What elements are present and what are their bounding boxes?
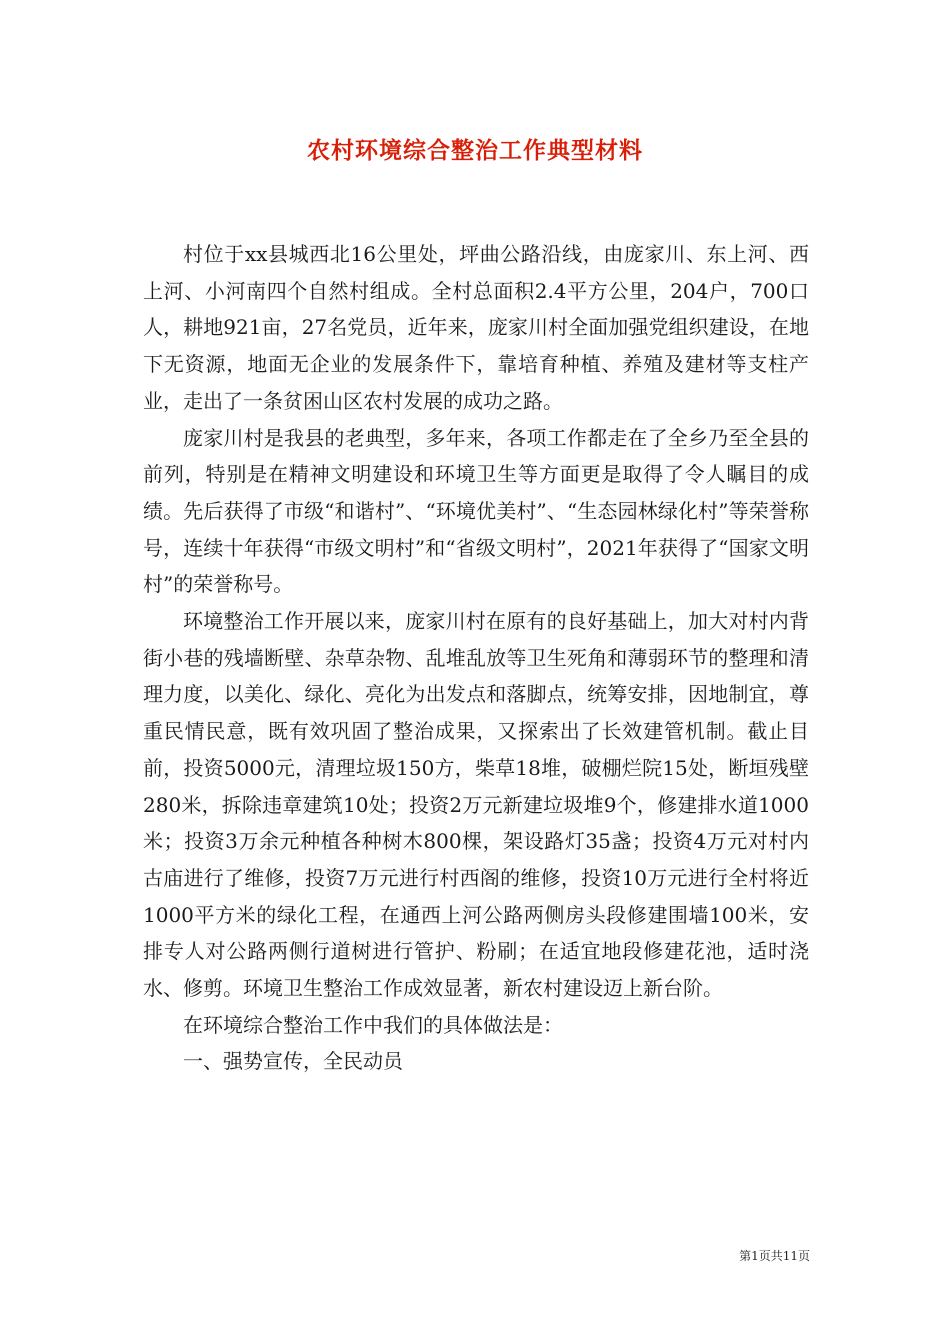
document-body [143, 236, 809, 1080]
document-title: 农村环境综合整治工作典型材料 [307, 137, 643, 164]
paragraph-remediation: 环境整治工作开展以来，庞家川村在原有的良好基础上，加大对村内背街小巷的残墙断壁、杂草杂物、乱堆乱放等卫生死角和薄弱环节的整理和清理力度，以美化、绿化、亮化为出发点和落脚点，统筹安排，因地制宜，尊重民情民意，既有效巩固了整治成果，又探索出了长效建管机制。截止目前，投资5000元，清理垃圾150方，柴草18堆，破棚烂院15处，断垣残壁280米，拆除违章建筑10处；投资2万元新建垃圾堆9个，修建排水道1000米；投资3万余元种植各种树木800棵，架设路灯35盏；投资4万元对村内古庙进行了维修，投资7万元进行村西阁的维修，投资10万元进行全村将近1000平方米的绿化工程，在通西上河公路两侧房头段修建围墙100米，安排专人对公路两侧行道树进行管护、粉刷；在适宜地段修建花池，适时浇水、修剪。环境卫生整治工作成效显著，新农村建设迈上新台阶。 [143, 609, 809, 1001]
paragraph-intro: 村位于xx县城西北16公里处，坪曲公路沿线，由庞家川、东上河、西上河、小河南四个自然村组成。全村总面积2.4平方公里，204户，700口人，耕地921亩，27名党员，近年来，庞家川村全面加强党组织建设，在地下无资源，地面无企业的发展条件下，靠培育种植、养殖及建材等支柱产业，走出了一条贫困山区农村发展的成功之路。 [143, 242, 809, 413]
page-number-footer: 第1页共11页 [739, 1249, 810, 1263]
paragraph-honors: 庞家川村是我县的老典型，多年来，各项工作都走在了全乡乃至全县的前列，特别是在精神文明建设和环境卫生等方面更是取得了令人瞩目的成绩。先后获得了市级“和谐村”、“环境优美村”、“生态园林绿化村”等荣誉称号，连续十年获得“市级文明村”和“省级文明村”，2021年获得了“国家文明村”的荣誉称号。 [143, 425, 809, 597]
section-heading-1: 一、强势宣传，全民动员 [183, 1049, 403, 1074]
paragraph-methods-intro: 在环境综合整治工作中我们的具体做法是： [183, 1012, 563, 1037]
